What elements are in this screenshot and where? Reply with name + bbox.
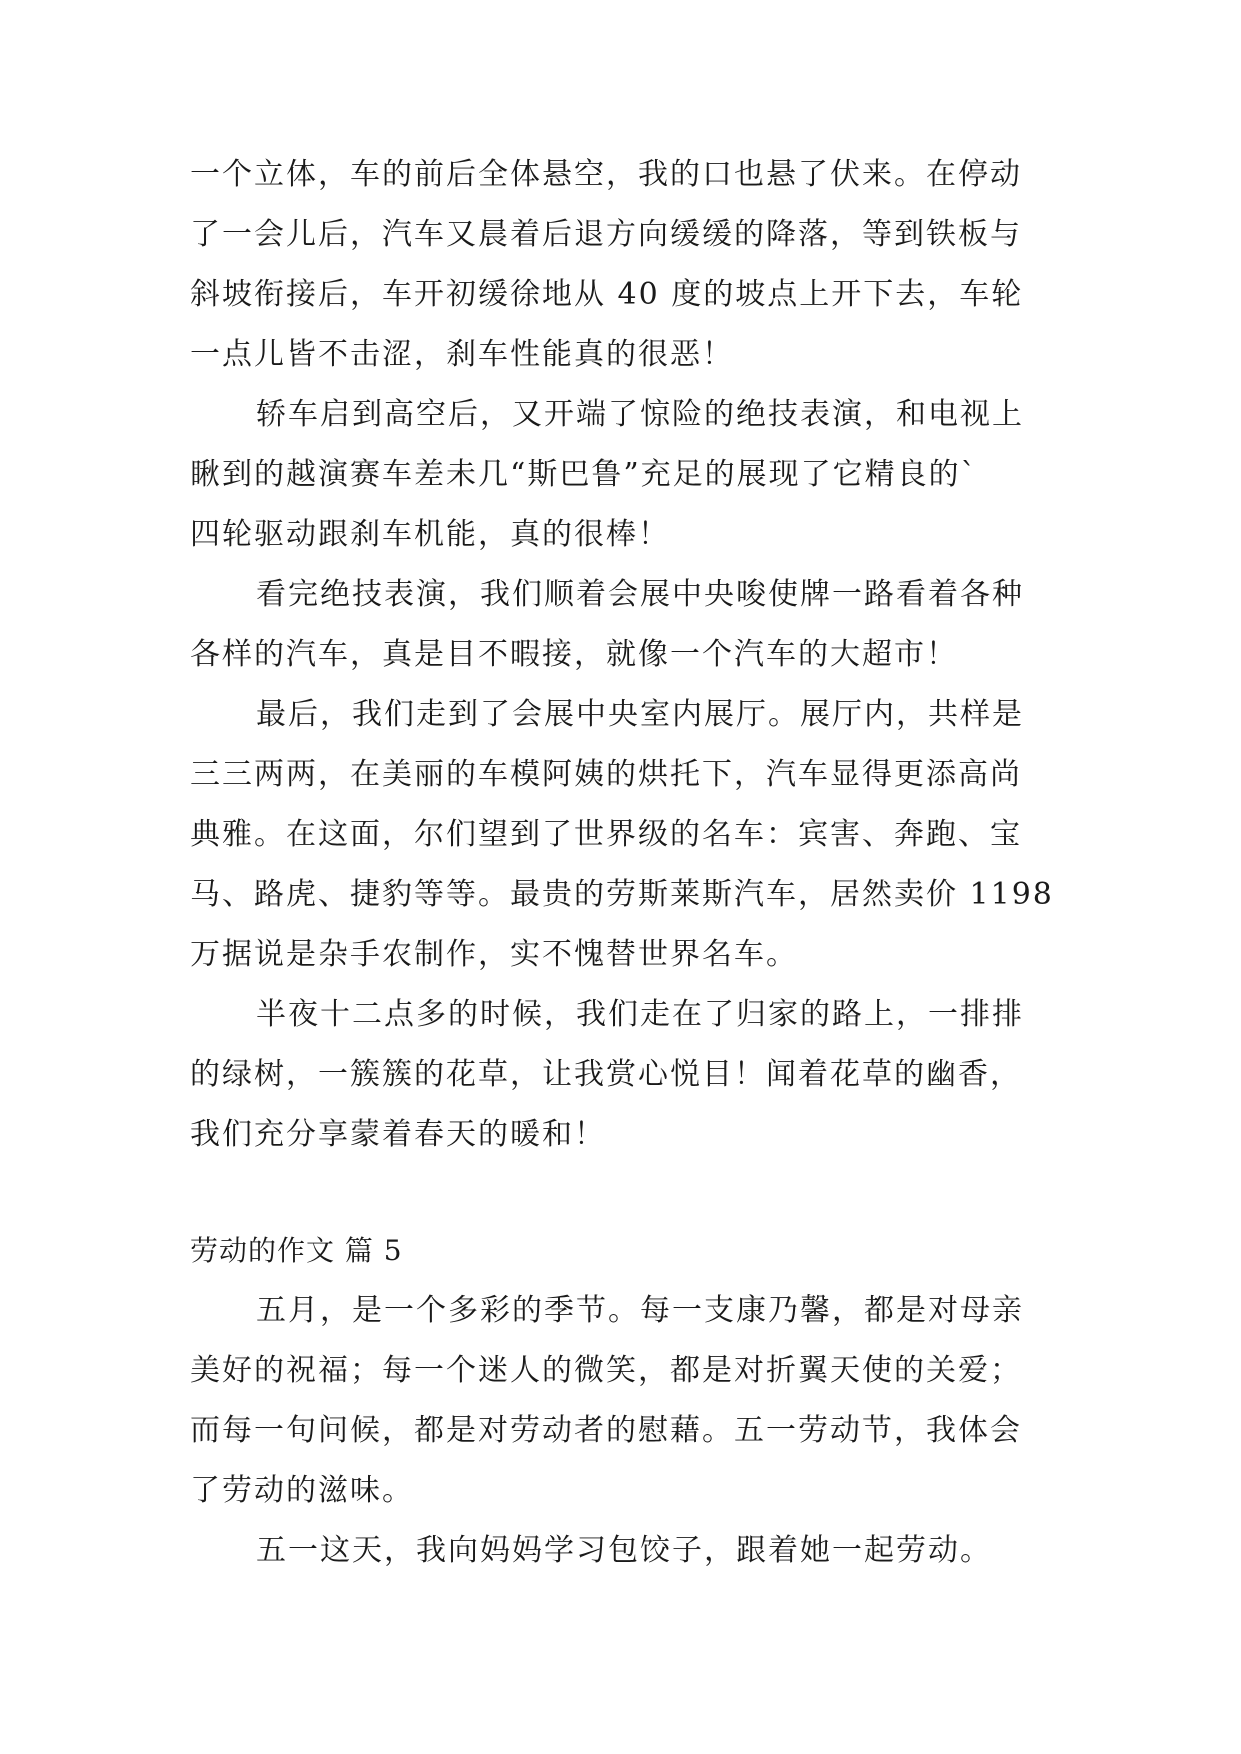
text-line: 瞅到的越演赛车差未几“斯巴鲁”充足的展现了它精良的`: [190, 457, 978, 492]
text-line: 典雅。在这面，尔们望到了世界级的名车：宾害、奔跑、宝: [190, 817, 1022, 852]
section-heading: 劳动的作文 篇 5: [190, 1234, 403, 1267]
text-line: 斜坡衔接后，车开初缓徐地从 40 度的坡点上开下去，车轮: [190, 277, 1024, 312]
text-line: 了一会儿后，汽车又晨着后退方向缓缓的降落，等到铁板与: [190, 217, 1022, 252]
text-line: 看完绝技表演，我们顺着会展中央唆使牌一路看着各种: [256, 577, 1024, 612]
paragraph: [190, 1533, 1060, 1568]
text-line: 一点儿皆不击涩，刹车性能真的很恶！: [190, 337, 734, 372]
paragraph: [190, 997, 1060, 1152]
text-line: 的绿树，一簇簇的花草，让我赏心悦目！闻着花草的幽香，: [190, 1057, 1022, 1092]
text-line: 马、路虎、捷豹等等。最贵的劳斯莱斯汽车，居然卖价 1198: [190, 877, 1054, 912]
text-line: 五一这天，我向妈妈学习包饺子，跟着她一起劳动。: [256, 1533, 992, 1568]
paragraph: [190, 697, 1060, 972]
text-line: 了劳动的滋味。: [190, 1473, 414, 1508]
text-line: 半夜十二点多的时候，我们走在了归家的路上，一排排: [256, 997, 1024, 1032]
text-line: 五月，是一个多彩的季节。每一支康乃馨，都是对母亲: [256, 1293, 1024, 1328]
paragraph: [190, 577, 1060, 672]
text-line: 各样的汽车，真是目不暇接，就像一个汽车的大超市！: [190, 637, 958, 672]
text-line: 万据说是杂手农制作，实不愧替世界名车。: [190, 937, 798, 972]
text-line: 四轮驱动跟刹车机能，真的很棒！: [190, 517, 670, 552]
paragraph: [190, 1293, 1060, 1508]
paragraph: [190, 397, 1060, 552]
text-line: 而每一句问候，都是对劳动者的慰藉。五一劳动节，我体会: [190, 1413, 1022, 1448]
text-line: 三三两两，在美丽的车模阿姨的烘托下，汽车显得更添高尚: [190, 757, 1022, 792]
text-line: 我们充分享蒙着春天的暖和！: [190, 1117, 606, 1152]
section-gap: [190, 1180, 1060, 1236]
text-line: 轿车启到高空后，又开端了惊险的绝技表演，和电视上: [256, 397, 1024, 432]
document-body: [190, 157, 1060, 1596]
paragraph: [190, 157, 1060, 372]
text-line: 美好的祝福；每一个迷人的微笑，都是对折翼天使的关爱；: [190, 1353, 1022, 1388]
text-line: 一个立体，车的前后全体悬空，我的口也悬了伏来。在停动: [190, 157, 1022, 192]
text-line: 最后，我们走到了会展中央室内展厅。展厅内，共样是: [256, 697, 1024, 732]
